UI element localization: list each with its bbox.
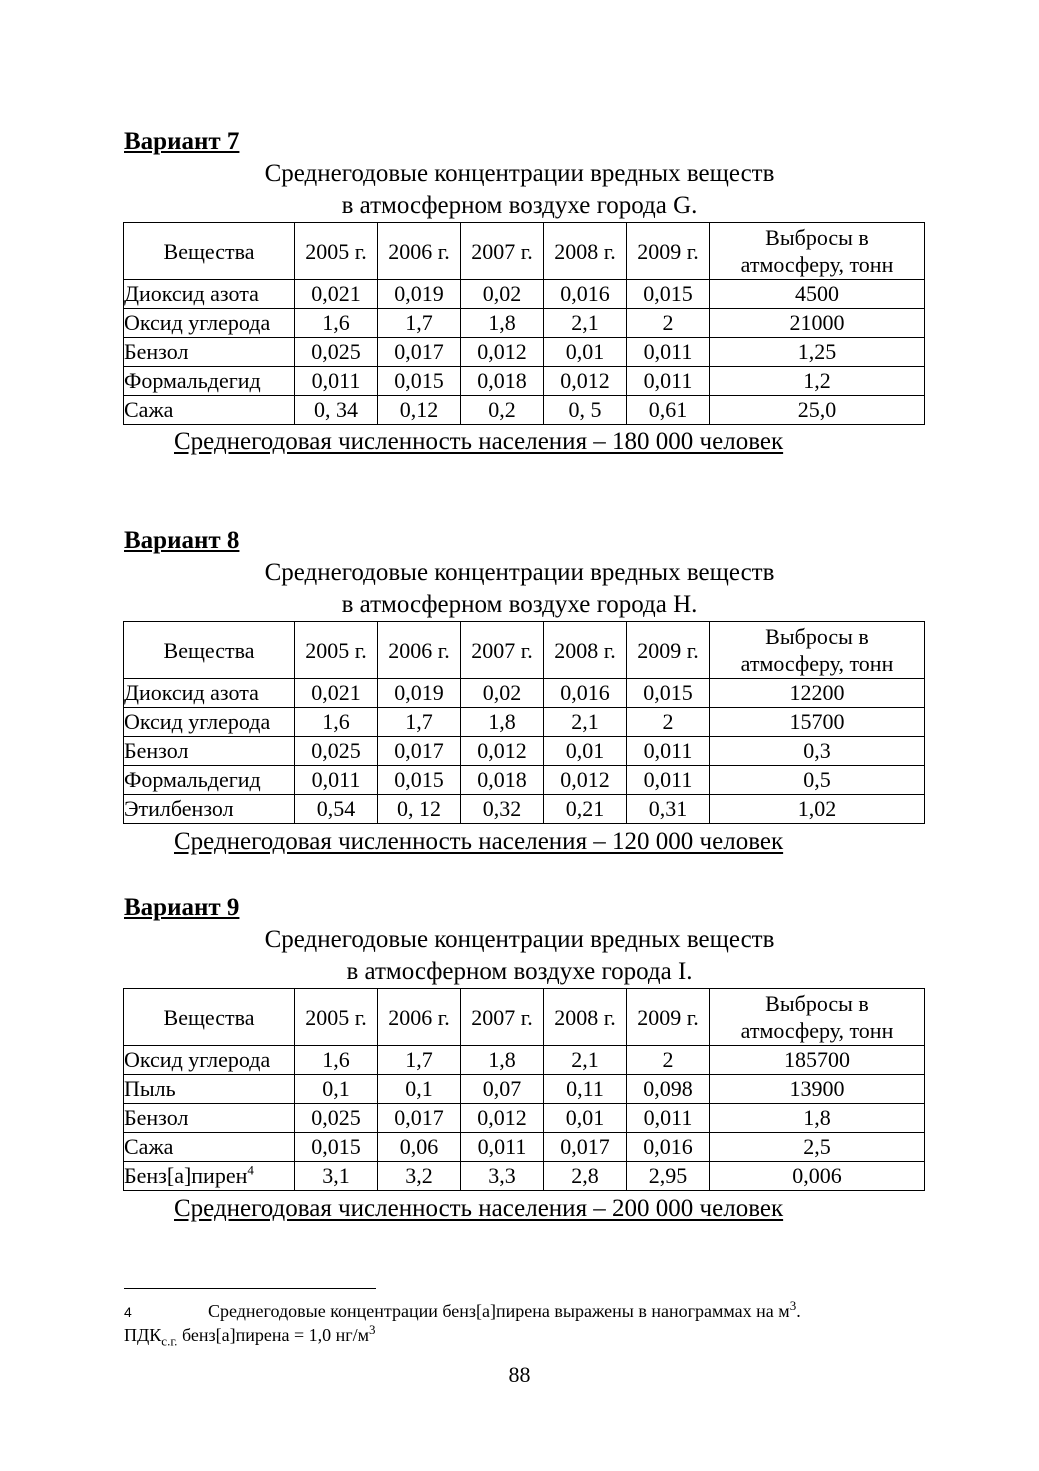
cell-substance: Бензол (124, 1104, 295, 1133)
table-caption-line1: Среднегодовые концентрации вредных веществ (264, 926, 775, 953)
cell-y2008: 2,1 (544, 1046, 627, 1075)
table-body (124, 280, 925, 425)
cell-y2008: 2,8 (544, 1162, 627, 1191)
cell-y2007: 1,8 (461, 309, 544, 338)
footnote-line2: $ПДК_{с.г.}$ бенз[а]пирена = 1,0 $нг/м^3$ (124, 1322, 376, 1349)
cell-y2005: 0,021 (295, 280, 378, 309)
header-2008: 2008 г. (544, 622, 627, 679)
cell-y2009: 0,011 (627, 367, 710, 396)
cell-y2006: 3,2 (378, 1162, 461, 1191)
cell-y2007: 0,2 (461, 396, 544, 425)
cell-y2007: 0,018 (461, 766, 544, 795)
concentrations-table (123, 621, 925, 824)
header-2005: 2005 г. (295, 989, 378, 1046)
header-2008: 2008 г. (544, 223, 627, 280)
cell-y2009: 0,011 (627, 338, 710, 367)
cell-y2009: 2 (627, 708, 710, 737)
cell-y2006: 0,1 (378, 1075, 461, 1104)
cell-y2008: 2,1 (544, 708, 627, 737)
cell-y2006: 0,017 (378, 1104, 461, 1133)
cell-y2007: 0,012 (461, 737, 544, 766)
cell-emissions: 0,5 (710, 766, 925, 795)
cell-y2005: 0,015 (295, 1133, 378, 1162)
cell-y2008: 0,016 (544, 679, 627, 708)
footnote-separator (124, 1288, 376, 1289)
population-note: Среднегодовая численность населения – 120 000 человек (174, 828, 784, 855)
cell-y2005: 0,025 (295, 737, 378, 766)
cell-y2008: 0,012 (544, 766, 627, 795)
cell-substance: Оксид углерода (124, 708, 295, 737)
table-body (124, 1046, 925, 1191)
cell-y2006: 0, 12 (378, 795, 461, 824)
cell-y2006: 0,015 (378, 367, 461, 396)
footnote-number: 4 (124, 1304, 132, 1320)
table-row (124, 280, 925, 309)
header-2007: 2007 г. (461, 989, 544, 1046)
table-row (124, 1046, 925, 1075)
cell-y2007: 1,8 (461, 1046, 544, 1075)
cell-y2006: 0,12 (378, 396, 461, 425)
header-2009: 2009 г. (627, 622, 710, 679)
cell-y2007: 0,02 (461, 280, 544, 309)
cell-y2005: 0,1 (295, 1075, 378, 1104)
cell-y2005: 0,54 (295, 795, 378, 824)
cell-y2007: 0,02 (461, 679, 544, 708)
cell-y2008: 0,01 (544, 338, 627, 367)
cell-substance: Оксид углерода (124, 1046, 295, 1075)
cell-y2005: 1,6 (295, 1046, 378, 1075)
cell-y2007: 3,3 (461, 1162, 544, 1191)
header-substance: Вещества (124, 223, 295, 280)
header-2006: 2006 г. (378, 622, 461, 679)
cell-emissions: 1,8 (710, 1104, 925, 1133)
header-substance: Вещества (124, 989, 295, 1046)
cell-y2009: 0,015 (627, 280, 710, 309)
table-row (124, 1133, 925, 1162)
cell-y2007: 0,012 (461, 338, 544, 367)
table-row (124, 1104, 925, 1133)
cell-y2008: 0,017 (544, 1133, 627, 1162)
header-2009: 2009 г. (627, 223, 710, 280)
cell-y2009: 0,015 (627, 679, 710, 708)
cell-y2007: 0,07 (461, 1075, 544, 1104)
cell-emissions: 12200 (710, 679, 925, 708)
cell-y2009: 2,95 (627, 1162, 710, 1191)
cell-substance: Диоксид азота (124, 679, 295, 708)
cell-y2009: 0,31 (627, 795, 710, 824)
cell-substance: Бензол (124, 338, 295, 367)
cell-y2006: 0,017 (378, 338, 461, 367)
cell-emissions: 1,2 (710, 367, 925, 396)
table-row (124, 708, 925, 737)
cell-y2008: 0, 5 (544, 396, 627, 425)
cell-y2008: 0,01 (544, 737, 627, 766)
cell-y2008: 0,016 (544, 280, 627, 309)
cell-substance: Диоксид азота (124, 280, 295, 309)
table-row (124, 396, 925, 425)
cell-y2006: 0,06 (378, 1133, 461, 1162)
variant-title: Вариант 7 (124, 128, 240, 155)
cell-emissions: 13900 (710, 1075, 925, 1104)
table-row (124, 795, 925, 824)
cell-substance: Сажа (124, 1133, 295, 1162)
table-row (124, 1075, 925, 1104)
cell-y2009: 0,011 (627, 766, 710, 795)
cell-y2009: 0,011 (627, 737, 710, 766)
cell-substance: Бензол (124, 737, 295, 766)
header-2009: 2009 г. (627, 989, 710, 1046)
table-caption-line1: Среднегодовые концентрации вредных веществ (264, 559, 775, 586)
cell-y2006: 0,015 (378, 766, 461, 795)
cell-y2006: 0,017 (378, 737, 461, 766)
cell-y2009: 0,098 (627, 1075, 710, 1104)
table-row (124, 338, 925, 367)
cell-y2007: 0,018 (461, 367, 544, 396)
cell-emissions: 0,3 (710, 737, 925, 766)
table-header-row (124, 622, 925, 679)
cell-substance: Сажа (124, 396, 295, 425)
cell-substance: Бенз[а]пирен$^4$ (124, 1162, 295, 1191)
cell-emissions: 21000 (710, 309, 925, 338)
cell-substance: Этилбензол (124, 795, 295, 824)
population-note: Среднегодовая численность населения – 200 000 человек (174, 1195, 784, 1222)
cell-y2006: 0,019 (378, 280, 461, 309)
table-header-row (124, 223, 925, 280)
cell-y2006: 1,7 (378, 309, 461, 338)
cell-y2005: 0, 34 (295, 396, 378, 425)
concentrations-table (123, 222, 925, 425)
table-caption-line2: в атмосферном воздухе города I. (346, 958, 693, 985)
header-substance: Вещества (124, 622, 295, 679)
cell-y2005: 0,011 (295, 367, 378, 396)
cell-y2007: 1,8 (461, 708, 544, 737)
cell-emissions: 1,02 (710, 795, 925, 824)
cell-y2009: 0,61 (627, 396, 710, 425)
cell-emissions: 25,0 (710, 396, 925, 425)
cell-y2008: 0,21 (544, 795, 627, 824)
cell-emissions: 0,006 (710, 1162, 925, 1191)
table-caption-line2: в атмосферном воздухе города H. (341, 591, 698, 618)
cell-y2005: 3,1 (295, 1162, 378, 1191)
cell-y2005: 0,025 (295, 338, 378, 367)
cell-emissions: 185700 (710, 1046, 925, 1075)
cell-emissions: 15700 (710, 708, 925, 737)
header-2007: 2007 г. (461, 622, 544, 679)
cell-y2007: 0,011 (461, 1133, 544, 1162)
page-number: 88 (508, 1362, 531, 1387)
cell-y2006: 0,019 (378, 679, 461, 708)
table-row (124, 737, 925, 766)
table-caption-line1: Среднегодовые концентрации вредных веществ (264, 160, 775, 187)
cell-y2009: 2 (627, 1046, 710, 1075)
population-note: Среднегодовая численность населения – 180 000 человек (174, 428, 784, 455)
cell-y2006: 1,7 (378, 1046, 461, 1075)
table-body (124, 679, 925, 824)
header-emissions: Выбросы в атмосферу, тонн (710, 622, 925, 679)
cell-y2005: 0,011 (295, 766, 378, 795)
table-row (124, 679, 925, 708)
cell-y2005: 1,6 (295, 309, 378, 338)
cell-y2009: 0,016 (627, 1133, 710, 1162)
cell-emissions: 1,25 (710, 338, 925, 367)
cell-substance: Формальдегид (124, 367, 295, 396)
cell-y2007: 0,32 (461, 795, 544, 824)
cell-y2005: 1,6 (295, 708, 378, 737)
cell-emissions: 2,5 (710, 1133, 925, 1162)
cell-y2005: 0,025 (295, 1104, 378, 1133)
cell-y2006: 1,7 (378, 708, 461, 737)
table-row (124, 367, 925, 396)
header-2006: 2006 г. (378, 223, 461, 280)
cell-y2007: 0,012 (461, 1104, 544, 1133)
variant-title: Вариант 8 (124, 527, 240, 554)
header-emissions: Выбросы в атмосферу, тонн (710, 989, 925, 1046)
header-2007: 2007 г. (461, 223, 544, 280)
cell-y2008: 2,1 (544, 309, 627, 338)
cell-y2008: 0,11 (544, 1075, 627, 1104)
cell-emissions: 4500 (710, 280, 925, 309)
cell-y2008: 0,01 (544, 1104, 627, 1133)
cell-substance: Формальдегид (124, 766, 295, 795)
cell-y2009: 2 (627, 309, 710, 338)
variant-title: Вариант 9 (124, 894, 240, 921)
concentrations-table (123, 988, 925, 1191)
table-caption-line2: в атмосферном воздухе города G. (341, 192, 698, 219)
table-header-row (124, 989, 925, 1046)
header-2006: 2006 г. (378, 989, 461, 1046)
cell-y2009: 0,011 (627, 1104, 710, 1133)
header-2005: 2005 г. (295, 223, 378, 280)
footnote-line1: 4 Среднегодовые концентрации бенз[а]пирена выражены в нанограммах на $м^3$. (124, 1298, 801, 1321)
header-emissions: Выбросы в атмосферу, тонн (710, 223, 925, 280)
cell-y2008: 0,012 (544, 367, 627, 396)
table-row (124, 766, 925, 795)
header-2008: 2008 г. (544, 989, 627, 1046)
table-row (124, 1162, 925, 1191)
cell-substance: Оксид углерода (124, 309, 295, 338)
cell-y2005: 0,021 (295, 679, 378, 708)
cell-substance: Пыль (124, 1075, 295, 1104)
table-row (124, 309, 925, 338)
header-2005: 2005 г. (295, 622, 378, 679)
